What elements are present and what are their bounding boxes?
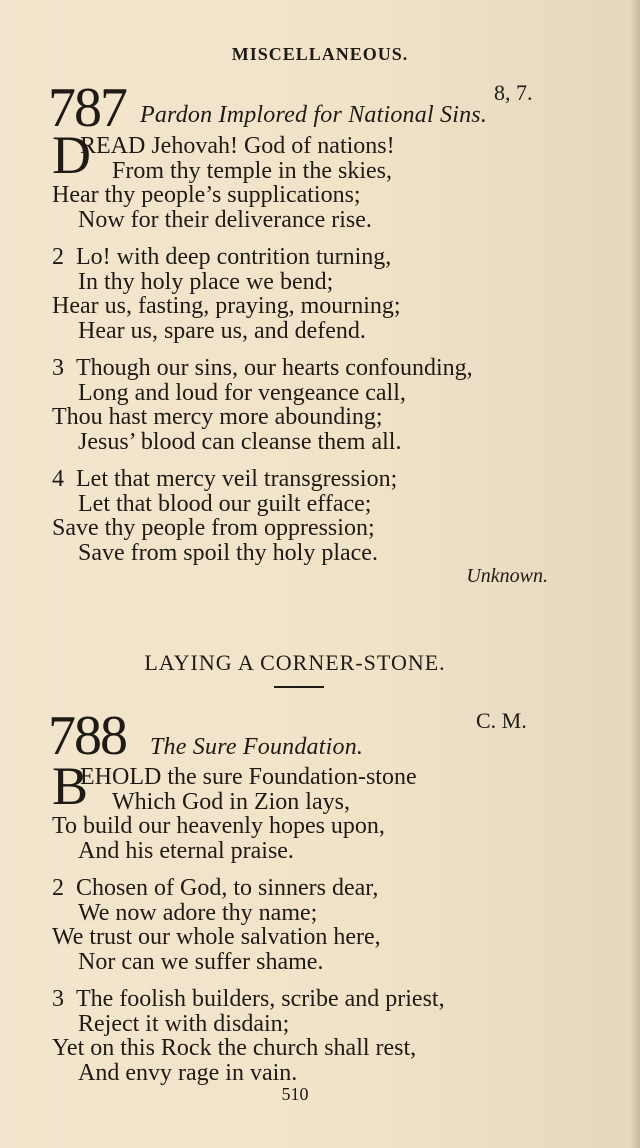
verse-line-text: The foolish builders, scribe and priest, (76, 986, 445, 1012)
verse-line: Now for their deliverance rise. (78, 206, 372, 233)
hymn-788-heading: LAYING A CORNER-STONE. (144, 650, 446, 675)
verse-line (52, 245, 612, 270)
verse-line: From thy temple in the skies, (112, 157, 392, 184)
verse-line: Yet on this Rock the church shall rest, (52, 1035, 417, 1061)
hymn-788-subtitle: The Sure Foundation. (150, 734, 364, 760)
hymn-787-verse-2 (52, 245, 612, 343)
verse-line-text: EHOLD the sure Foundation-stone (80, 764, 417, 790)
hymn-788-verse-3 (52, 987, 612, 1085)
verse-number: 2 (52, 244, 64, 270)
section-title: MISCELLANEOUS. (231, 44, 409, 64)
verse-line: We trust our whole salvation here, (52, 924, 381, 950)
verse-line: We now adore thy name; (78, 899, 318, 926)
verse-line-text: READ Jehovah! God of nations! (80, 133, 395, 159)
hymn-787-verse-3 (52, 356, 612, 454)
verse-line (52, 356, 612, 381)
verse-line: Thou hast mercy more abounding; (52, 404, 383, 430)
page-edge-shadow (630, 0, 640, 1148)
verse-line-text: Lo! with deep contrition turning, (76, 244, 392, 270)
page-number: 510 (281, 1084, 309, 1104)
hymn-787-attribution: Unknown. (466, 565, 548, 587)
verse-number: 3 (52, 986, 64, 1012)
verse-line: Hear us, spare us, and defend. (78, 317, 366, 344)
verse-line: In thy holy place we bend; (78, 268, 334, 295)
drop-cap: B (52, 756, 89, 816)
verse-line (52, 987, 612, 1012)
hymn-787-verse-1 (52, 125, 612, 233)
verse-line: To build our heavenly hopes upon, (52, 813, 385, 839)
verse-line: Reject it with disdain; (78, 1010, 290, 1037)
verse-line: Let that blood our guilt efface; (78, 490, 372, 517)
hymn-788-verse-1 (52, 756, 612, 864)
verse-line: Which God in Zion lays, (112, 788, 350, 815)
verse-line (52, 467, 612, 492)
verse-line-text: Chosen of God, to sinners dear, (76, 875, 379, 901)
verse-line: And his eternal praise. (78, 837, 294, 864)
verse-line: Save from spoil thy holy place. (78, 539, 378, 566)
hymn-787-meter: 8, 7. (494, 80, 533, 105)
verse-line-text: Though our sins, our hearts confounding, (76, 355, 473, 381)
hymn-787-verse-4 (52, 467, 612, 565)
verse-line-text: Let that mercy veil transgression; (76, 466, 398, 492)
hymn-788-number: 788 (48, 705, 126, 767)
verse-line: Nor can we suffer shame. (78, 948, 324, 975)
hymn-787-number: 787 (48, 77, 126, 139)
verse-line: And envy rage in vain. (78, 1059, 298, 1086)
verse-number: 3 (52, 355, 64, 381)
verse-line: Hear us, fasting, praying, mourning; (52, 293, 401, 319)
verse-line: Long and loud for vengeance call, (78, 379, 406, 406)
verse-line: Save thy people from oppression; (52, 515, 375, 541)
verse-line: Hear thy people’s supplications; (52, 182, 361, 208)
section-divider (274, 686, 324, 688)
verse-line (52, 876, 612, 901)
verse-line: Jesus’ blood can cleanse them all. (78, 428, 402, 455)
hymn-787-subtitle: Pardon Implored for National Sins. (140, 102, 488, 128)
hymn-788-meter: C. M. (476, 708, 527, 733)
verse-number: 2 (52, 875, 64, 901)
hymn-788-verse-2 (52, 876, 612, 974)
verse-number: 4 (52, 466, 64, 492)
drop-cap: D (52, 125, 91, 185)
